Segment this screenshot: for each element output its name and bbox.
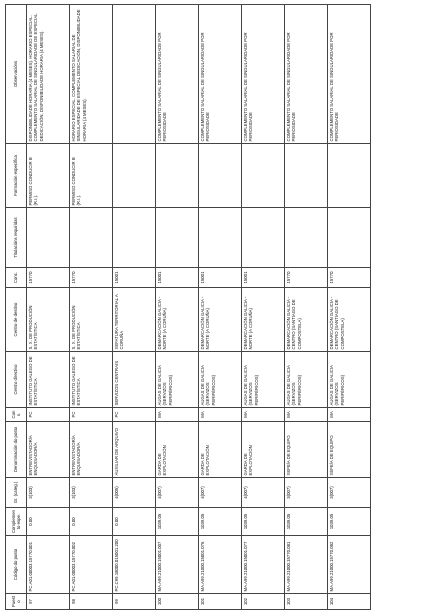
cell-denominacion: XEFE/A DE EQUIPO — [328, 422, 371, 478]
cell-denominacion: GARDA DE EXPLOTACIÓN — [156, 422, 199, 478]
cell-formacion: PERMISO CONDUCIR B (R.I.). — [70, 144, 113, 208]
cell-complemento: 1039.05 — [285, 508, 328, 536]
cell-cons: MA — [242, 408, 285, 422]
cell-conc: 15001 — [199, 268, 242, 288]
cell-puesto: 102 — [242, 594, 285, 610]
cell-puesto: 98 — [70, 594, 113, 610]
cell-puesto: 101 — [199, 594, 242, 610]
cell-cons: MA — [328, 408, 371, 422]
cell-cons: PC — [70, 408, 113, 422]
table-row — [199, 5, 242, 610]
cell-codigo: MA.A99.21000.15001.007 — [156, 536, 199, 594]
header-centro-directivo: Centro directivo — [6, 352, 27, 408]
cell-formacion — [328, 144, 371, 208]
cell-denominacion: GARDA DE EXPLOTACIÓN — [199, 422, 242, 478]
cell-complemento: 1039.05 — [328, 508, 371, 536]
header-conc: Conc. — [6, 268, 27, 288]
cell-titulacions — [156, 208, 199, 268]
cell-titulacions — [199, 208, 242, 268]
cell-conc: 15001 — [156, 268, 199, 288]
cell-complemento: 0.00 — [27, 508, 70, 536]
cell-conc: 15770 — [328, 268, 371, 288]
cell-grupo: 4(005) — [113, 478, 156, 508]
table-row — [285, 5, 328, 610]
positions-table — [5, 4, 371, 610]
cell-titulacions — [285, 208, 328, 268]
cell-titulacions — [242, 208, 285, 268]
cell-cons: PC — [27, 408, 70, 422]
cell-codigo: MA.A99.21000.15001.077 — [242, 536, 285, 594]
cell-grupo: 4(007) — [156, 478, 199, 508]
header-observacions: Observacións — [6, 5, 27, 144]
cell-grupo: 3(007) — [328, 478, 371, 508]
cell-grupo: 3(103) — [70, 478, 113, 508]
table-row — [70, 5, 113, 610]
cell-formacion — [285, 144, 328, 208]
cell-denominacion: XEFE/A DE EQUIPO — [285, 422, 328, 478]
cell-complemento: 0.00 — [113, 508, 156, 536]
cell-puesto: 104 — [328, 594, 371, 610]
cell-titulacions — [27, 208, 70, 268]
cell-codigo: MA.A99.21000.15770.081 — [285, 536, 328, 594]
cell-formacion: PERMISO CONDUCIR B (R.I.). — [27, 144, 70, 208]
cell-grupo: 3(103) — [27, 478, 70, 508]
table-row — [242, 5, 285, 610]
cell-cons: PC — [113, 408, 156, 422]
cell-formacion — [242, 144, 285, 208]
cell-codigo: MA.A99.21000.15770.082 — [328, 536, 371, 594]
cell-observacions — [113, 5, 156, 144]
header-codigo: Código do posto — [6, 536, 27, 594]
cell-centro-destino: DEMARCACIÓN GALICIA - NORTE (A CORUÑA) — [242, 288, 285, 352]
cell-observacions: COMPLEMENTO SALARIAL DE SINGULARIDADE POR PERIOSIDADE — [156, 5, 199, 144]
cell-formacion — [113, 144, 156, 208]
cell-grupo: 3(007) — [285, 478, 328, 508]
cell-conc: 15770 — [70, 268, 113, 288]
cell-observacions: COMPLEMENTO SALARIAL DE SINGULARIDADE POR PERIOSIDADE — [285, 5, 328, 144]
cell-conc: 15770 — [27, 268, 70, 288]
cell-observacions: HORARIO ESPECIAL. COMPLEMENTO SALARIAL DE SINGULARIDADE DE ESPECIAL DEDICACIÓN, DISPONIBILIDADE HORARIA (4 MESES). — [70, 5, 113, 144]
header-row — [6, 5, 27, 610]
table-body — [27, 5, 371, 610]
table-row — [27, 5, 70, 610]
cell-centro-destino: S. X. DE PRODUCIÓN ESTATÍSTICA — [70, 288, 113, 352]
cell-observacions: COMPLEMENTO SALARIAL DE SINGULARIDADE POR PERIOSIDADE — [328, 5, 371, 144]
header-titulacions: Titulacións requiridas — [6, 208, 27, 268]
cell-observacions: COMPLEMENTO SALARIAL DE SINGULARIDADE POR PERIOSIDADE — [242, 5, 285, 144]
cell-observacions: COMPLEMENTO SALARIAL DE SINGULARIDADE POR PERIOSIDADE — [199, 5, 242, 144]
cell-centro-directivo: AUGAS DE GALICIA (SERVIZOS PERIFÉRICOS) — [242, 352, 285, 408]
cell-grupo: 4(007) — [242, 478, 285, 508]
cell-grupo: 4(007) — [199, 478, 242, 508]
cell-denominacion: AUXILIAR DE ARQUIVO — [113, 422, 156, 478]
cell-titulacions — [113, 208, 156, 268]
cell-complemento: 0.00 — [70, 508, 113, 536]
cell-centro-destino: DEMARCACIÓN GALICIA - NORTE (A CORUÑA) — [156, 288, 199, 352]
cell-centro-directivo: INSTITUTO GALEGO DE ESTATÍSTICA — [27, 352, 70, 408]
cell-denominacion: ENTREVISTADOR/A ENQUISADOR/A — [70, 422, 113, 478]
cell-centro-directivo: AUGAS DE GALICIA (SERVIZOS PERIFÉRICOS) — [199, 352, 242, 408]
cell-centro-directivo: AUGAS DE GALICIA (SERVIZOS PERIFÉRICOS) — [156, 352, 199, 408]
header-complemento: Complemento espe. — [6, 508, 27, 536]
cell-cons: MA — [156, 408, 199, 422]
cell-titulacions — [328, 208, 371, 268]
cell-denominacion: GARDA DE EXPLOTACIÓN — [242, 422, 285, 478]
table-row — [113, 5, 156, 610]
cell-puesto: 100 — [156, 594, 199, 610]
cell-codigo: PC.A01.00003.15770.002 — [70, 536, 113, 594]
header-centro-destino: Centro de destino — [6, 288, 27, 352]
header-grupo: Gr. (categ.) — [6, 478, 27, 508]
cell-titulacions — [70, 208, 113, 268]
header-denominacion: Denominación do posto — [6, 422, 27, 478]
cell-conc: 15770 — [285, 268, 328, 288]
header-puesto: Puesto — [6, 594, 27, 610]
cell-cons: MA — [285, 408, 328, 422]
cell-complemento: 1039.05 — [242, 508, 285, 536]
cell-complemento: 1039.05 — [199, 508, 242, 536]
cell-formacion — [156, 144, 199, 208]
cell-puesto: 103 — [285, 594, 328, 610]
cell-puesto: 99 — [113, 594, 156, 610]
cell-observacions: DISPONIBILIDADE HORARIA (4 MESES). HORARIO ESPECIAL. COMPLEMENTO SALARIAL DE SINGULARIDADE DE ESPECIAL DEDICACIÓN, DISPONIBILIDADE HORARIA (4 MESES). — [27, 5, 70, 144]
cell-conc: 15001 — [113, 268, 156, 288]
cell-centro-directivo: AUGAS DE GALICIA (SERVIZOS PERIFÉRICOS) — [285, 352, 328, 408]
cell-conc: 15001 — [242, 268, 285, 288]
cell-centro-destino: DEMARCACIÓN GALICIA - CENTRO (SANTIAGO DE COMPOSTELA) — [328, 288, 371, 352]
cell-codigo: MA.A99.21000.15001.076 — [199, 536, 242, 594]
cell-codigo: PC.A01.00003.15770.001 — [27, 536, 70, 594]
cell-centro-destino: XEFATURA TERRITORIAL A CORUÑA — [113, 288, 156, 352]
cell-formacion — [199, 144, 242, 208]
table-row — [328, 5, 371, 610]
cell-cons: MA — [199, 408, 242, 422]
cell-complemento: 1039.05 — [156, 508, 199, 536]
cell-puesto: 97 — [27, 594, 70, 610]
table-row — [156, 5, 199, 610]
cell-codigo: PC.C99.18000.015001.200 — [113, 536, 156, 594]
cell-centro-directivo: AUGAS DE GALICIA (SERVIZOS PERIFÉRICOS) — [328, 352, 371, 408]
cell-denominacion: ENTREVISTADOR/A ENQUISADOR/A — [27, 422, 70, 478]
cell-centro-directivo: INSTITUTO GALEGO DE ESTATÍSTICA — [70, 352, 113, 408]
cell-centro-destino: S. X. DE PRODUCIÓN ESTATÍSTICA — [27, 288, 70, 352]
cell-centro-destino: DEMARCACIÓN GALICIA - NORTE (A CORUÑA) — [199, 288, 242, 352]
header-formacion: Formación específica — [6, 144, 27, 208]
header-cons: Cons. — [6, 408, 27, 422]
cell-centro-directivo: SERVIZOS CENTRAIS — [113, 352, 156, 408]
cell-centro-destino: DEMARCACIÓN GALICIA - CENTRO (SANTIAGO DE COMPOSTELA) — [285, 288, 328, 352]
